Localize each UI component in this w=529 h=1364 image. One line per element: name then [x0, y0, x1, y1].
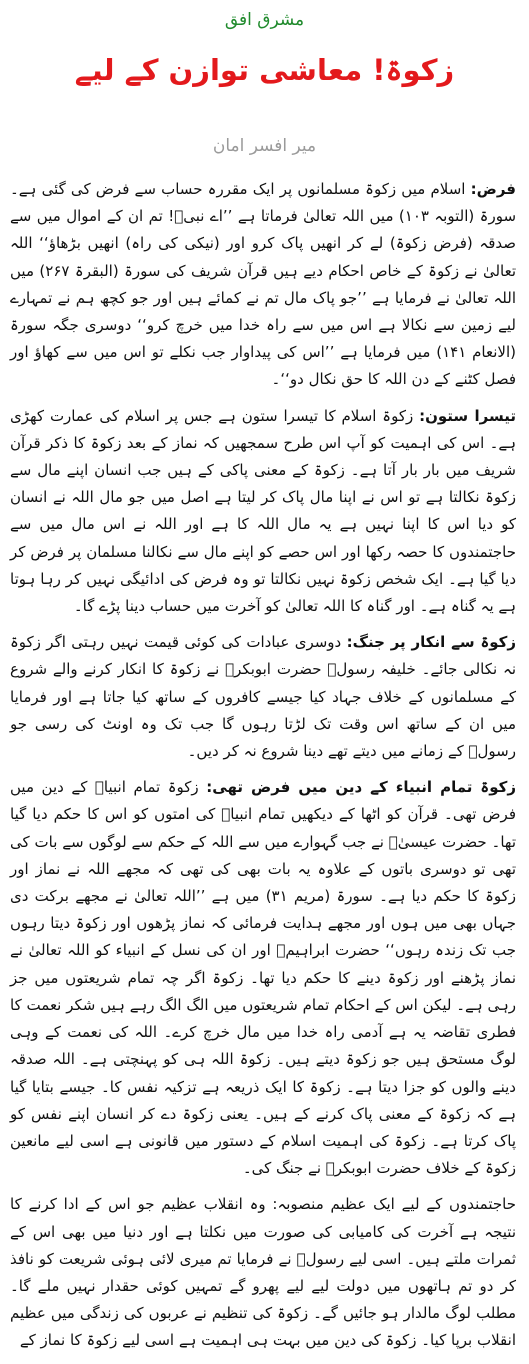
- paragraph-lead: زکوۃ سے انکار پر جنگ:: [346, 633, 516, 652]
- paragraph-lead: زکوۃ تمام انبیاء کے دین میں فرض تھی:: [206, 778, 516, 797]
- paragraph-lead: تیسرا ستون:: [419, 406, 516, 425]
- paragraph-text: زکوۃ تمام انبیاؑ کے دین میں فرض تھی۔ قرآن کو اٹھا کے دیکھیں تمام انبیاؑ کی امتوں کو اس کا حکم دیا گیا تھا۔ حضرت عیسیٰؑ نے جب گہوارے میں سے اللہ کے حکم سے لوگوں سے بات کی تھی تو دوسری باتوں کے علاوہ یہ بات بھی کی تھی کہ مجھے اللہ نے نماز اور زکوۃ کا حکم دیا ہے۔ سورۃ (مریم ۳۱) میں ہے ’’اللہ تعالیٰ نے مجھے برکت دی جہاں بھی میں ہوں اور مجھے ہدایت فرمائی کہ نماز پڑھوں اور زکوۃ دیتا رہوں جب تک زندہ رہوں‘‘ حضرت ابراہیمؑ اور ان کی نسل کے انبیاء کو اللہ تعالیٰ نے نماز پڑھنے اور زکوۃ دینے کا حکم دیا تھا۔ زکوۃ اگر چہ تمام شریعتوں میں جز رہی ہے۔ لیکن اس کے احکام تمام شریعتوں میں الگ الگ رہے ہیں شکر نعمت کا فطری تقاضہ یہ ہے آدمی راہ خدا میں مال خرچ کرے۔ اللہ کی نعمت کے وہی لوگ مستحق ہیں جو زکوۃ دیتے ہیں۔ زکوۃ اللہ ہی کو پہنچتی ہے۔ اللہ صدقہ دینے والوں کو جزا دیتا ہے۔ زکوۃ کا ایک ذریعہ ہے تزکیہ نفس کا۔ جیسے بتایا گیا ہے کہ زکوۃ کے معنی پاک کرنے کے ہیں۔ یعنی زکوۃ دے کر انسان اپنے نفس کو پاک کرتا ہے۔ زکوۃ کی اہمیت اسلام کے دستور میں قانونی ہے اسی لیے مانعین زکوۃ کے خلاف حضرت ابوبکرؓ نے جنگ کی۔: [10, 778, 516, 1178]
- paragraph-text: حاجتمندوں کے لیے ایک عظیم منصوبہ: وہ انقلاب عظیم جو اس کے ادا کرنے کا نتیجہ ہے آخرت کی کامیابی کی صورت میں نکلتا ہے اور دنیا میں بھی اس کے ثمرات ملتے ہیں۔ اسی لیے رسولؐ نے فرمایا تم میری لائی ہوئی شریعت کو نافذ کر دو تم ہاتھوں میں دولت لیے لیے پھرو گے تمہیں کوئی حقدار نہیں ملے گا۔ مطلب لوگ مالدار ہو جائیں گے۔ زکوۃ کی تنظیم نے عربوں کی زندگی میں عظیم انقلاب برپا کیا۔ زکوۃ کی دین میں بہت ہی اہمیت ہے اسی لیے زکوۃ کا نماز کے: [10, 1195, 516, 1350]
- paragraph-great-plan: [10, 1191, 516, 1354]
- paragraph-prophets: [10, 774, 516, 1182]
- paragraph-war-on-refusal: [10, 629, 516, 765]
- paragraph-text: زکوۃ اسلام کا تیسرا ستون ہے جس پر اسلام کی عمارت کھڑی ہے۔ اس کی اہمیت کو آپ اس طرح سمجھیں کہ نماز کے بعد زکوۃ کا ذکر قرآن شریف میں بار بار آتا ہے۔ زکوۃ کے معنی پاکی کے ہیں جب انسان اپنے مال سے زکوۃ نکالتا ہے تو اس نے اپنا مال پاک کر لیتا ہے اصل میں جو مال اللہ نے انسان کو دیا اس کا اپنا نہیں ہے یہ مال اللہ کا ہے اور اللہ نے اس مال میں سے حاجتمندوں کا حصہ رکھا اور اس حصے کو اپنے مال سے نکالنا مسلمان پر فرض کر دیا گیا ہے۔ ایک شخص زکوۃ نہیں نکالتا تو وہ فرض کی ادائیگی نہیں کر رہا ہوتا ہے یہ گناہ ہے۔ اور گناہ کا اللہ تعالیٰ کو آخرت میں حساب دینا پڑے گا۔: [10, 406, 516, 616]
- section-label: مشرق افق: [224, 10, 305, 30]
- paragraph-lead: فرض:: [470, 180, 516, 198]
- article-title: زکوۃ! معاشی توازن کے لیے: [74, 53, 455, 87]
- paragraph-text: دوسری عبادات کی کوئی قیمت نہیں رہتی اگر زکوۃ نہ نکالی جائے۔ خلیفہ رسولؐ حضرت ابوبکرؓ نے زکوۃ کا انکار کرنے والے شروع کے مسلمانوں کے خلاف جہاد کیا جیسے کافروں کے ساتھ کیا جاتا ہے اور فرمایا میں ان کے ساتھ اس وقت تک لڑتا رہوں گا جب تک وہ اونٹ کی رسی جو رسولؐ کے زمانے میں دیتے تھے دینا شروع نہ کر دیں۔: [10, 633, 516, 761]
- article-body: [10, 176, 516, 1364]
- author-name: میر افسر امان: [212, 136, 317, 156]
- paragraph-obligation: [10, 176, 516, 394]
- paragraph-third-pillar: [10, 403, 516, 621]
- paragraph-text: اسلام میں زکوۃ مسلمانوں پر ایک مقررہ حساب سے فرض کی گئی ہے۔ سورۃ (التوبہ ۱۰۳) میں اللہ تعالیٰ فرماتا ہے ’’اے نبیؐ! تم ان کے اموال میں سے صدقہ (فرض زکوۃ) لے کر انھیں پاک کرو اور (نیکی کی راہ) انھیں بڑھاؤ‘‘ اللہ تعالیٰ نے زکوۃ کے خاص احکام دیے ہیں قرآن شریف کی سورۃ (البقرۃ ۲۶۷) میں اللہ تعالیٰ نے فرمایا ہے ’’جو پاک مال تم نے کمائے ہیں اور جو کچھ ہم نے تمہارے لیے زمین سے نکالا ہے اس میں سے راہ خدا میں خرچ کرو‘‘ دوسری جگہ سورۃ (الانعام ۱۴۱) میں فرمایا ہے ’’اس کی پیداوار جب نکلے تو اس میں سے کھاؤ اور فصل کٹنے کے دن اللہ کا حق نکال دو‘‘۔: [10, 180, 517, 389]
